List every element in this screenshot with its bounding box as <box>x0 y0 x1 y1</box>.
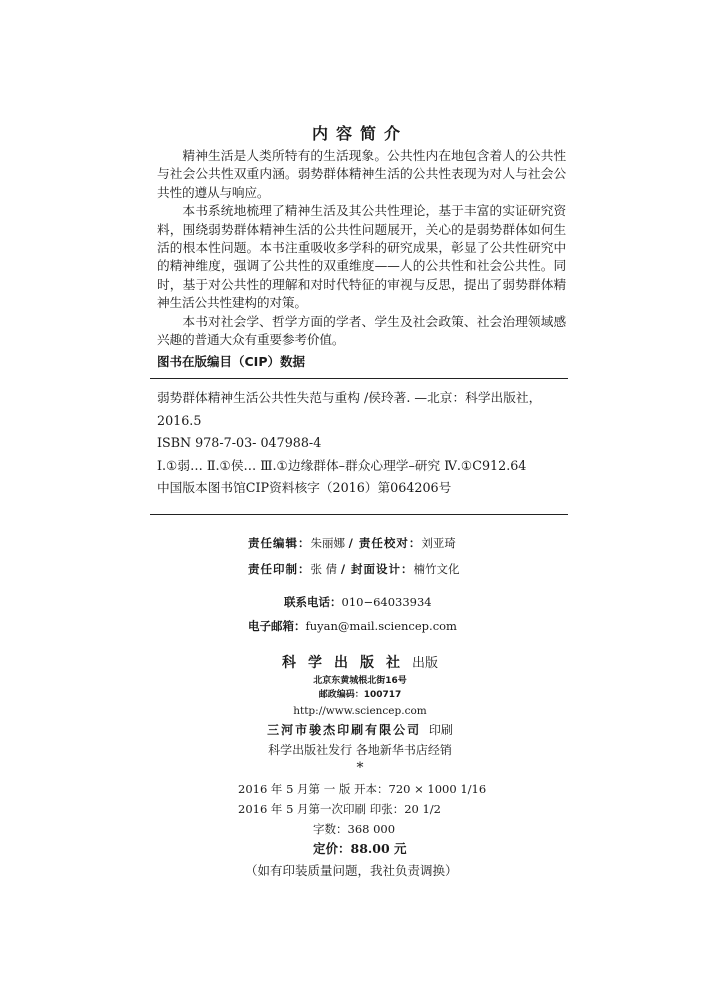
phone-number: 010−64033934 <box>341 595 432 609</box>
credits-line-1 <box>248 530 460 556</box>
cover-design-label: / 封面设计： <box>340 562 414 576</box>
publisher-line <box>0 653 720 674</box>
publisher-address: 北京东黄城根北街16号 <box>313 676 407 686</box>
cover-designer-name: 楠竹文化 <box>413 562 460 576</box>
quality-notice: （如有印装质量问题，我社负责调换） <box>245 863 458 878</box>
cip-bottom-rule <box>150 514 568 515</box>
proofreader-label: / 责任校对： <box>348 536 422 550</box>
credits-line-2 <box>248 556 460 582</box>
cip-title-line: 弱势群体精神生活公共性失范与重构 /侯玲著. —北京：科学出版社， <box>157 390 542 405</box>
publisher-suffix: 出版 <box>411 656 438 671</box>
edition-line: 2016 年 5 月第 一 版 开本：720 × 1000 1/16 <box>238 782 487 796</box>
cip-isbn: ISBN 978-7-03- 047988-4 <box>157 435 322 450</box>
proofreader-name: 刘亚琦 <box>421 536 456 550</box>
credits <box>248 530 460 582</box>
print-manager-name: 张 倩 <box>310 562 338 576</box>
printing-line: 2016 年 5 月第一次印刷 印张：20 1/2 <box>238 802 442 816</box>
intro-title: 内容简介 <box>311 124 408 143</box>
contact-info <box>248 590 457 638</box>
publisher-block <box>0 653 720 776</box>
intro-paragraph-1: 精神生活是人类所特有的生活现象。公共性内在地包含着人的公共性与社会公共性双重内涵。弱势群体精神生活的公共性表现为对人与社会公共性的遵从与响应。 <box>157 148 566 200</box>
printer-name: 三河市骏杰印刷有限公司 <box>267 723 422 737</box>
intro-paragraph-3: 本书对社会学、哲学方面的学者、学生及社会政策、社会治理领域感兴趣的普通大众有重要参考价值。 <box>157 313 566 348</box>
publisher-name: 科学出版社 <box>281 655 412 671</box>
separator-star: * <box>356 760 364 776</box>
publisher-url: http://www.sciencep.com <box>293 705 427 717</box>
email-address: fuyan@mail.sciencep.com <box>305 619 457 633</box>
intro-text <box>157 147 566 349</box>
cip-year-line: 2016.5 <box>157 412 202 428</box>
word-count: 字数：368 000 <box>313 822 396 836</box>
editor-label: 责任编辑： <box>248 536 311 550</box>
intro-paragraph-2: 本书系统地梳理了精神生活及其公共性理论，基于丰富的实证研究资料，围绕弱势群体精神生活的公共性问题展开，关心的是弱势群体如何生活的根本性问题。本书注重吸收多学科的研究成果，彰显了公共性研究中的精神维度，强调了公共性的双重维度——人的公共性和社会公共性。同时，基于对公共性的理解和对时代特征的审视与反思，提出了弱势群体精神生活公共性建构的对策。 <box>157 203 566 311</box>
cip-record-number: 中国版本图书馆CIP资料核字（2016）第064206号 <box>157 480 452 495</box>
print-manager-label: 责任印制： <box>248 562 311 576</box>
email-row <box>248 614 457 638</box>
cip-record <box>157 387 567 500</box>
cip-heading: 图书在版编目（CIP）数据 <box>157 354 305 369</box>
email-label: 电子邮箱： <box>248 619 306 633</box>
phone-label: 联系电话： <box>284 595 342 609</box>
phone-row <box>248 590 457 614</box>
printer-suffix: 印刷 <box>428 723 453 737</box>
cip-top-rule <box>150 378 568 379</box>
editor-name: 朱丽娜 <box>310 536 345 550</box>
cip-classification: Ⅰ.①弱… Ⅱ.①侯… Ⅲ.①边缘群体–群众心理学–研究 Ⅳ.①C912.64 <box>157 457 527 473</box>
publisher-postcode: 邮政编码：100717 <box>318 690 402 700</box>
distribution-line: 科学出版社发行 各地新华书店经销 <box>268 743 452 757</box>
printer-line <box>0 720 720 740</box>
price: 定价：88.00 元 <box>313 841 407 856</box>
